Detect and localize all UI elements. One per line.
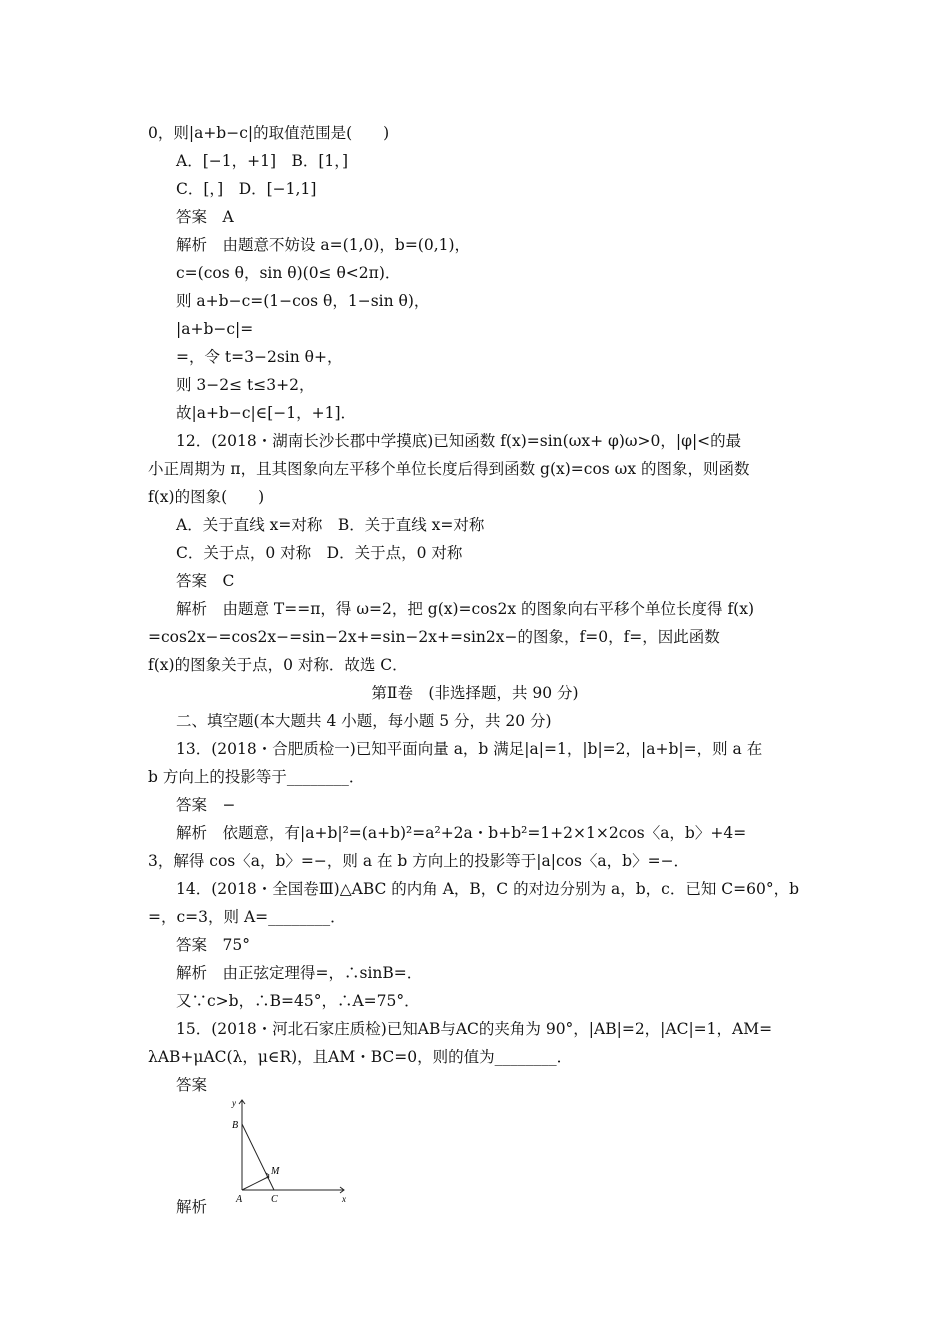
q11-analysis-4: |a+b−c|= [176, 320, 254, 338]
label-a: A [236, 1194, 243, 1205]
fill-in-heading: 二、填空题(本大题共 4 小题，每小题 5 分，共 20 分) [176, 712, 552, 730]
label-m: M [271, 1166, 280, 1177]
q12-analysis-2: =cos2x−=cos2x−=sin−2x+=sin−2x+=sin2x−的图象，f=0，f=，因此函数 [148, 628, 720, 646]
q11-analysis-5: =，令 t=3−2sin θ+， [176, 348, 343, 366]
q12-analysis-3: f(x)的图象关于点，0 对称．故选 C． [148, 656, 408, 674]
q15-stem-1: 15．(2018・河北石家庄质检)已知AB与AC的夹角为 90°，|AB|=2，|AC|=1，AM= [176, 1020, 773, 1038]
q11-analysis-3: 则 a+b−c=(1−cos θ，1−sin θ)， [176, 292, 430, 310]
q13-analysis-1: 解析 依题意，有|a+b|²=(a+b)²=a²+2a・b+b²=1+2×1×2cos〈a，b〉+4= [176, 824, 747, 842]
q11-analysis-7: 故|a+b−c|∈[−1，+1]． [176, 404, 357, 422]
q13-stem-2: b 方向上的投影等于________． [148, 768, 365, 786]
q12-stem-2: 小正周期为 π，且其图象向左平移个单位长度后得到函数 g(x)=cos ωx 的图象，则函数 [148, 460, 750, 478]
q14-stem-2: =，c=3，则 A=________． [148, 908, 346, 926]
q11-option-ab: A．[−1，+1] B．[1，] [176, 152, 349, 170]
q11-analysis-1: 解析 由题意不妨设 a=(1,0)，b=(0,1)， [176, 236, 471, 254]
q13-answer: 答案 − [176, 796, 236, 814]
label-b: B [232, 1120, 239, 1131]
q14-answer: 答案 75° [176, 936, 250, 954]
coordinate-figure [222, 1094, 352, 1206]
segment-am [242, 1177, 268, 1190]
q15-answer: 答案 [176, 1076, 208, 1094]
q15-stem-2: λAB+μAC(λ，μ∈R)，且AM・BC=0，则的值为________． [148, 1048, 573, 1066]
q11-analysis-2: c=(cos θ，sin θ)(0≤ θ<2π)． [176, 264, 401, 282]
q14-analysis-2: 又∵c>b，∴B=45°，∴A=75°． [176, 992, 420, 1010]
section-heading: 第Ⅱ卷 (非选择题，共 90 分) [371, 684, 579, 702]
q14-stem-1: 14．(2018・全国卷Ⅲ)△ABC 的内角 A，B，C 的对边分别为 a，b，c．已知 C=60°，b [176, 880, 800, 898]
q12-answer: 答案 C [176, 572, 235, 590]
q12-stem-1: 12．(2018・湖南长沙长郡中学摸底)已知函数 f(x)=sin(ωx+ φ)ω>0，|φ|<的最 [176, 432, 742, 450]
q13-analysis-2: 3，解得 cos〈a，b〉=−，则 a 在 b 方向上的投影等于|a|cos〈a，b〉=−． [148, 852, 690, 870]
q12-analysis-1: 解析 由题意 T==π，得 ω=2，把 g(x)=cos2x 的图象向右平移个单位长度得 f(x) [176, 600, 755, 618]
label-y: y [232, 1098, 236, 1108]
q12-option-cd: C．关于点，0 对称 D．关于点，0 对称 [176, 544, 463, 562]
q11-analysis-6: 则 3−2≤ t≤3+2， [176, 376, 315, 394]
segment-bc [242, 1124, 274, 1190]
point-m-dot [267, 1176, 270, 1179]
q14-analysis-1: 解析 由正弦定理得=，∴sinB=． [176, 964, 423, 982]
label-x: x [342, 1194, 346, 1204]
q11-option-cd: C．[，] D．[−1,1] [176, 180, 317, 198]
q13-stem-1: 13．(2018・合肥质检一)已知平面向量 a，b 满足|a|=1，|b|=2，|a+b|=，则 a 在 [176, 740, 763, 758]
label-c: C [271, 1194, 278, 1205]
q15-analysis: 解析 [176, 1198, 208, 1216]
q12-option-ab: A．关于直线 x=对称 B．关于直线 x=对称 [176, 516, 485, 534]
q12-stem-3: f(x)的图象( ) [148, 488, 265, 506]
q11-stem-tail: 0，则|a+b−c|的取值范围是( ) [148, 124, 390, 142]
q11-answer: 答案 A [176, 208, 234, 226]
